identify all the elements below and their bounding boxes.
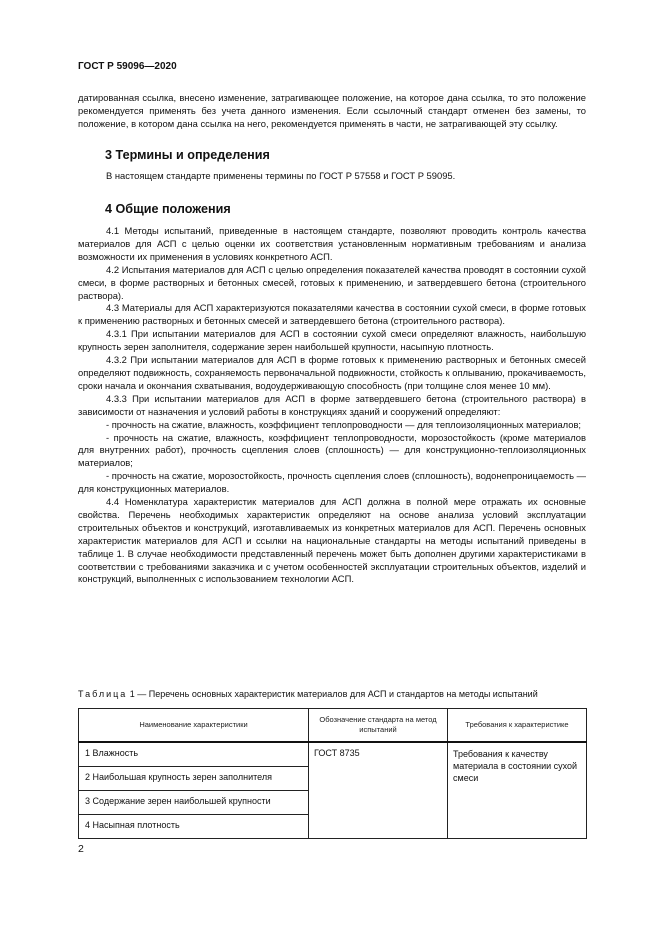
paragraph-4-3-3: 4.3.3 При испытании материалов для АСП в форме затвердевшего бетона (строительного раствора) в зависимости от назначения и условий работы в конструкциях зданий и сооружений определяют: <box>78 392 586 417</box>
paragraph-4-1: 4.1 Методы испытаний, приведенные в настоящем стандарте, позволяют проводить контроль качества материалов для АСП с целью оценки их соответствия установленным нормативным требованиям и анализа возможности их применения в условиях конкретного АСП. <box>78 225 586 262</box>
row-max-grain-size: 2 Наибольшая крупность зерен заполнителя <box>79 767 309 791</box>
section-4-body <box>78 225 586 586</box>
page-header-standard: ГОСТ Р 59096—2020 <box>78 61 177 72</box>
section-3-text: В настоящем стандарте применены термины по ГОСТ Р 57558 и ГОСТ Р 59095. <box>106 170 456 181</box>
table-header-row <box>79 709 587 743</box>
list-item-thermal: - прочность на сжатие, влажность, коэффициент теплопроводности — для теплоизоляционных материалов; <box>106 418 582 430</box>
intro-paragraph <box>78 92 586 131</box>
table-caption-prefix: Таблица <box>78 689 128 699</box>
list-item-structural: - прочность на сжатие, морозостойкость, прочность сцепления слоев (сплошность), водонепроницаемость — для конструкционных материалов. <box>78 470 586 495</box>
paragraph-4-2: 4.2 Испытания материалов для АСП с целью определения показателей качества проводят в состоянии сухой смеси, в форме растворных и бетонных смесей, готовых к применению, и затвердевшего бетона (строительного раствора). <box>78 263 586 301</box>
list-item-structural-thermal: - прочность на сжатие, влажность, коэффициент теплопроводности, морозостойкость (кроме материалов для внутренних работ), прочность сцепления слоев (сплошность) — для конструкционно-теплоизоляционных материалов; <box>78 431 586 469</box>
header-characteristic: Наименование характеристики <box>79 709 309 743</box>
cell-standard: ГОСТ 8735 <box>309 742 448 839</box>
cell-requirement: Требования к качеству материала в состоянии сухой смеси <box>448 742 587 839</box>
header-requirement: Требования к характеристике <box>448 709 587 743</box>
paragraph-4-3-2: 4.3.2 При испытании материалов для АСП в форме готовых к применению растворных и бетонных смесей определяют подвижность, сохраняемость первоначальной подвижности, стойкость к оплыванию, прокачиваемость, сроки начала и окончания схватывания, водоудерживающую способность (при толщине слоя менее 10 мм). <box>78 354 586 391</box>
section-3-body <box>78 170 586 183</box>
section-4-heading: 4 Общие положения <box>105 202 231 216</box>
paragraph-4-4: 4.4 Номенклатура характеристик материалов для АСП должна в полной мере отражать их основные свойства. Перечень необходимых характеристик определяют на основе анализа условий эксплуатации строительных объектов и конструкций, изготавливаемых из конкретных материалов для АСП. Перечень основных характеристик материалов для АСП и ссылки на национальные стандарты на методы испытаний приведены в таблице 1. В случае необходимости представленный перечень может быть дополнен другими характеристиками в соответствии с требованиями заказчика и с учетом особенностей эксплуатации строительных объектов, изделий и конструкций, выполненных с использованием технологии АСП. <box>78 496 586 585</box>
intro-text: датированная ссылка, внесено изменение, затрагивающее положение, на которое дана ссылка, то это положение рекомендуется применять без учета данного изменения. Если ссылочный стандарт отменен без замены, то положение, в котором дана ссылка на него, рекомендуется применять в части, не затрагивающей эту ссылку. <box>78 92 586 129</box>
header-standard: Обозначение стандарта на метод испытаний <box>309 709 448 743</box>
table-row <box>79 742 587 767</box>
page-number: 2 <box>78 843 84 855</box>
row-max-grain-content: 3 Содержание зерен наибольшей крупности <box>79 791 309 815</box>
table-1-caption <box>78 689 538 699</box>
paragraph-4-3: 4.3 Материалы для АСП характеризуются показателями качества в состоянии сухой смеси, в форме готовых к применению растворных и бетонных смесей и затвердевшего бетона (строительного раствора). <box>78 302 586 327</box>
row-bulk-density: 4 Насыпная плотность <box>79 815 309 839</box>
row-moisture: 1 Влажность <box>79 742 309 767</box>
table-1 <box>78 708 587 839</box>
paragraph-4-3-1: 4.3.1 При испытании материалов для АСП в состоянии сухой смеси определяют влажность, наибольшую крупность зерен заполнителя, содержание зерен наибольшей крупности, насыпную плотность. <box>78 328 586 353</box>
table-caption-text: 1 — Перечень основных характеристик материалов для АСП и стандартов на методы испытаний <box>127 689 538 699</box>
section-3-heading: 3 Термины и определения <box>105 148 270 162</box>
